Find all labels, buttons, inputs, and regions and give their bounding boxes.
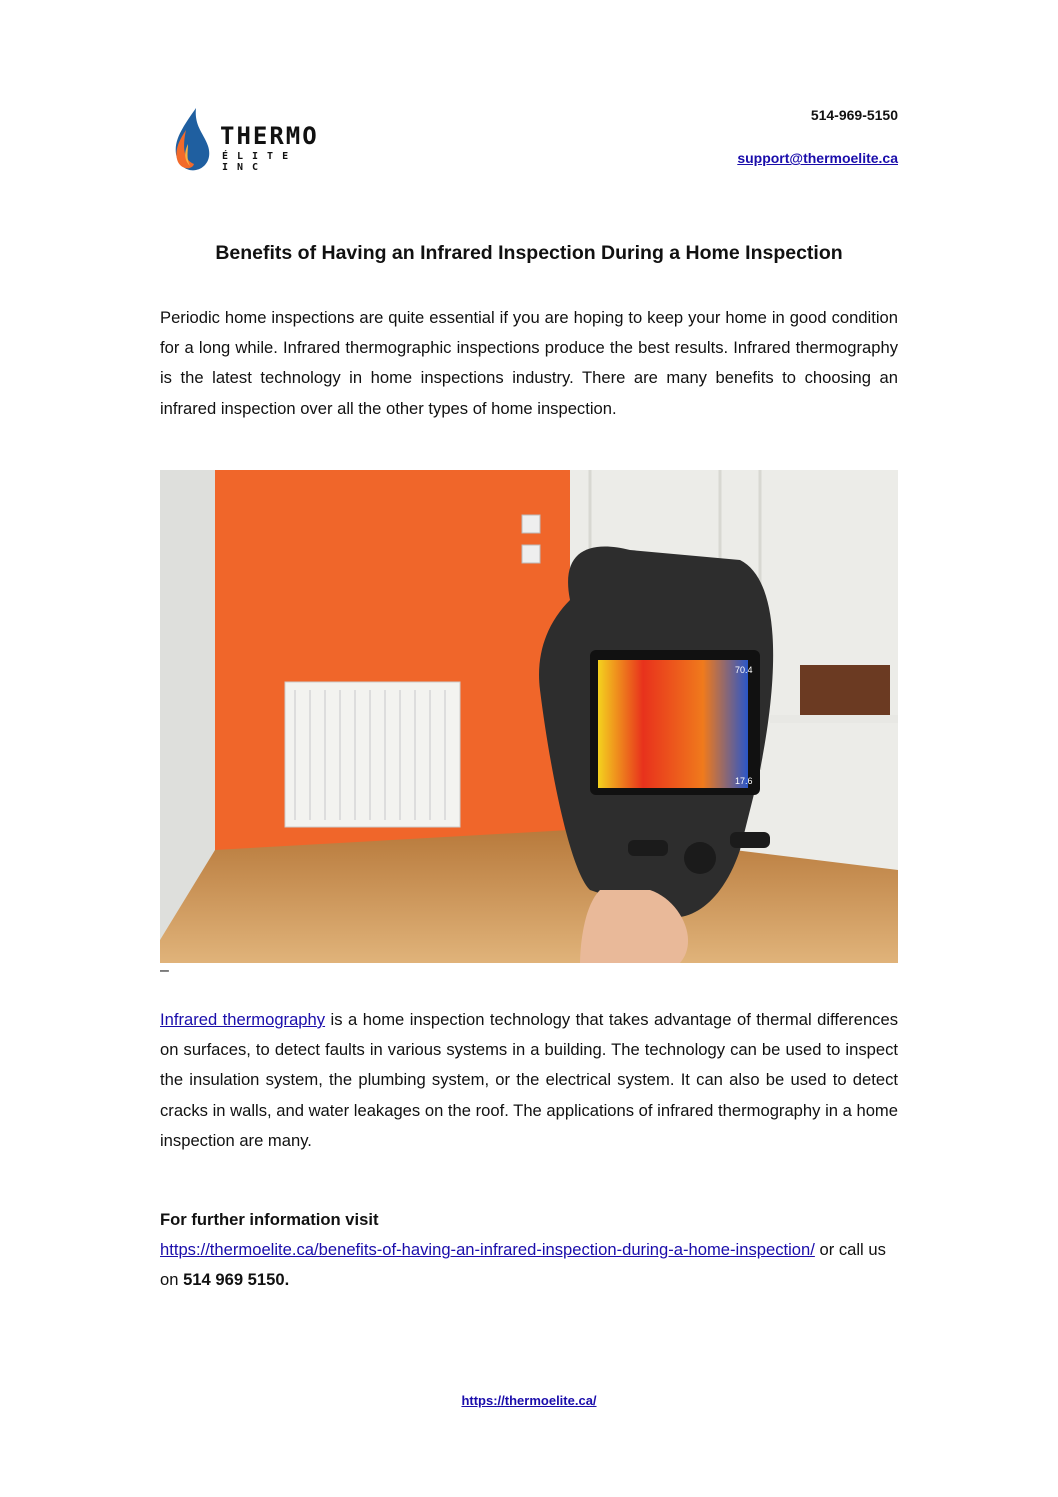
infrared-thermography-link[interactable]: Infrared thermography <box>160 1010 326 1029</box>
body-paragraph <box>160 1005 898 1156</box>
flame-drop-icon <box>172 108 212 172</box>
logo-text-sub: ÉLITE INC <box>222 151 298 173</box>
footer-website-link[interactable]: https://thermoelite.ca/ <box>461 1393 597 1408</box>
body-text: is a home inspection technology that takes advantage of thermal differences on surfaces, to detect faults in various systems in a building. The technology can be used to inspect the insulation system, the plumbing system, or the electrical system. It can also be used to detect cracks in walls, and water leakages on the roof. The applications of infrared thermography in a home inspection are many. <box>160 1010 898 1150</box>
contact-phone: 514 969 5150. <box>183 1270 290 1290</box>
header-email-link[interactable]: support@thermoelite.ca <box>737 150 898 166</box>
camera-high-reading: 70.4 <box>735 665 753 675</box>
footer <box>0 1393 1058 1408</box>
logo-text-main: THERMO <box>220 122 319 150</box>
thermal-camera-photo <box>160 470 898 963</box>
article-title: Benefits of Having an Infrared Inspection During a Home Inspection <box>215 242 843 264</box>
image-caption: – <box>160 962 169 979</box>
further-text: or call us on <box>160 1240 886 1290</box>
further-info <box>160 1205 898 1296</box>
header-phone: 514-969-5150 <box>810 107 898 123</box>
further-heading: For further information visit <box>160 1210 379 1229</box>
camera-low-reading: 17.6 <box>735 776 753 786</box>
article-url-link[interactable]: https://thermoelite.ca/benefits-of-having-an-infrared-inspection-during-a-home-inspection/ <box>160 1240 815 1260</box>
intro-paragraph: Periodic home inspections are quite essential if you are hoping to keep your home in good condition for a long while. Infrared thermographic inspections produce the best results. Infrared thermography is the latest technology in home inspections industry. There are many benefits to choosing an infrared inspection over all the other types of home inspection. <box>160 308 898 418</box>
company-logo <box>172 108 352 174</box>
